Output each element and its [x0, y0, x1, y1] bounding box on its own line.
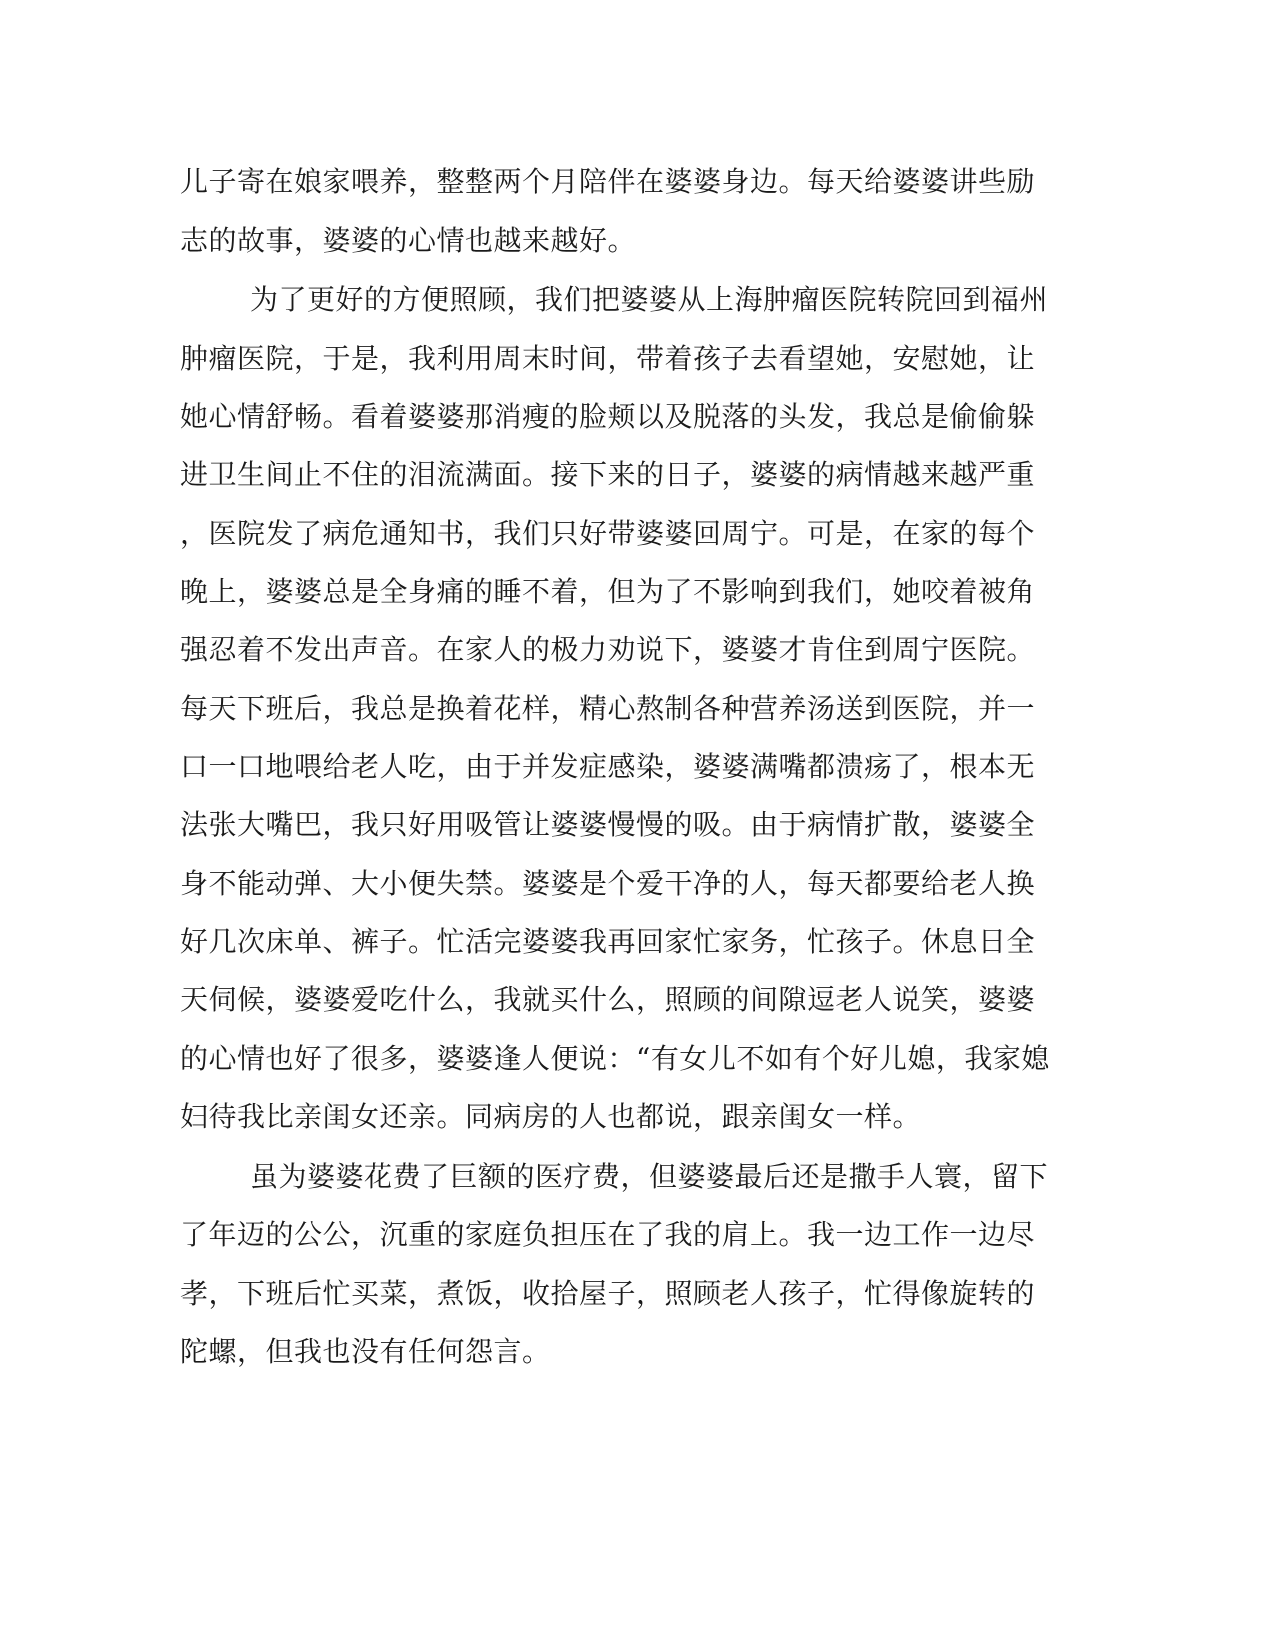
- text-line: 志的故事，婆婆的心情也越来越好。: [180, 224, 637, 257]
- text-line: 每天下班后，我总是换着花样，精心熬制各种营养汤送到医院，并一: [180, 692, 1036, 725]
- paragraph-first-line: 虽为婆婆花费了巨额的医疗费，但婆婆最后还是撒手人寰，留下: [250, 1160, 1049, 1193]
- text-line: 孝，下班后忙买菜，煮饭，收拾屋子，照顾老人孩子，忙得像旋转的: [180, 1277, 1036, 1310]
- text-line: ，医院发了病危通知书，我们只好带婆婆回周宁。可是，在家的每个: [180, 517, 1036, 550]
- text-line: 儿子寄在娘家喂养，整整两个月陪伴在婆婆身边。每天给婆婆讲些励: [180, 165, 1036, 198]
- text-line: 陀螺，但我也没有任何怨言。: [180, 1335, 551, 1368]
- text-line: 法张大嘴巴，我只好用吸管让婆婆慢慢的吸。由于病情扩散，婆婆全: [180, 808, 1036, 841]
- text-line: 肿瘤医院，于是，我利用周末时间，带着孩子去看望她，安慰她，让: [180, 342, 1036, 375]
- text-line: 天伺候，婆婆爱吃什么，我就买什么，照顾的间隙逗老人说笑，婆婆: [180, 983, 1036, 1016]
- text-line: 她心情舒畅。看着婆婆那消瘦的脸颊以及脱落的头发，我总是偷偷躲: [180, 400, 1036, 433]
- text-line: 身不能动弹、大小便失禁。婆婆是个爱干净的人，每天都要给老人换: [180, 867, 1036, 900]
- text-line: 了年迈的公公，沉重的家庭负担压在了我的肩上。我一边工作一边尽: [180, 1218, 1036, 1251]
- text-line: 强忍着不发出声音。在家人的极力劝说下，婆婆才肯住到周宁医院。: [180, 633, 1036, 666]
- text-line: 口一口地喂给老人吃，由于并发症感染，婆婆满嘴都溃疡了，根本无: [180, 750, 1036, 783]
- text-line: 妇待我比亲闺女还亲。同病房的人也都说，跟亲闺女一样。: [180, 1100, 922, 1133]
- text-line: 的心情也好了很多，婆婆逢人便说：“有女儿不如有个好儿媳，我家媳: [180, 1042, 1050, 1075]
- text-line: 晚上，婆婆总是全身痛的睡不着，但为了不影响到我们，她咬着被角: [180, 575, 1036, 608]
- text-line: 进卫生间止不住的泪流满面。接下来的日子，婆婆的病情越来越严重: [180, 458, 1036, 491]
- paragraph-first-line: 为了更好的方便照顾，我们把婆婆从上海肿瘤医院转院回到福州: [250, 283, 1049, 316]
- text-line: 好几次床单、裤子。忙活完婆婆我再回家忙家务，忙孩子。休息日全: [180, 925, 1036, 958]
